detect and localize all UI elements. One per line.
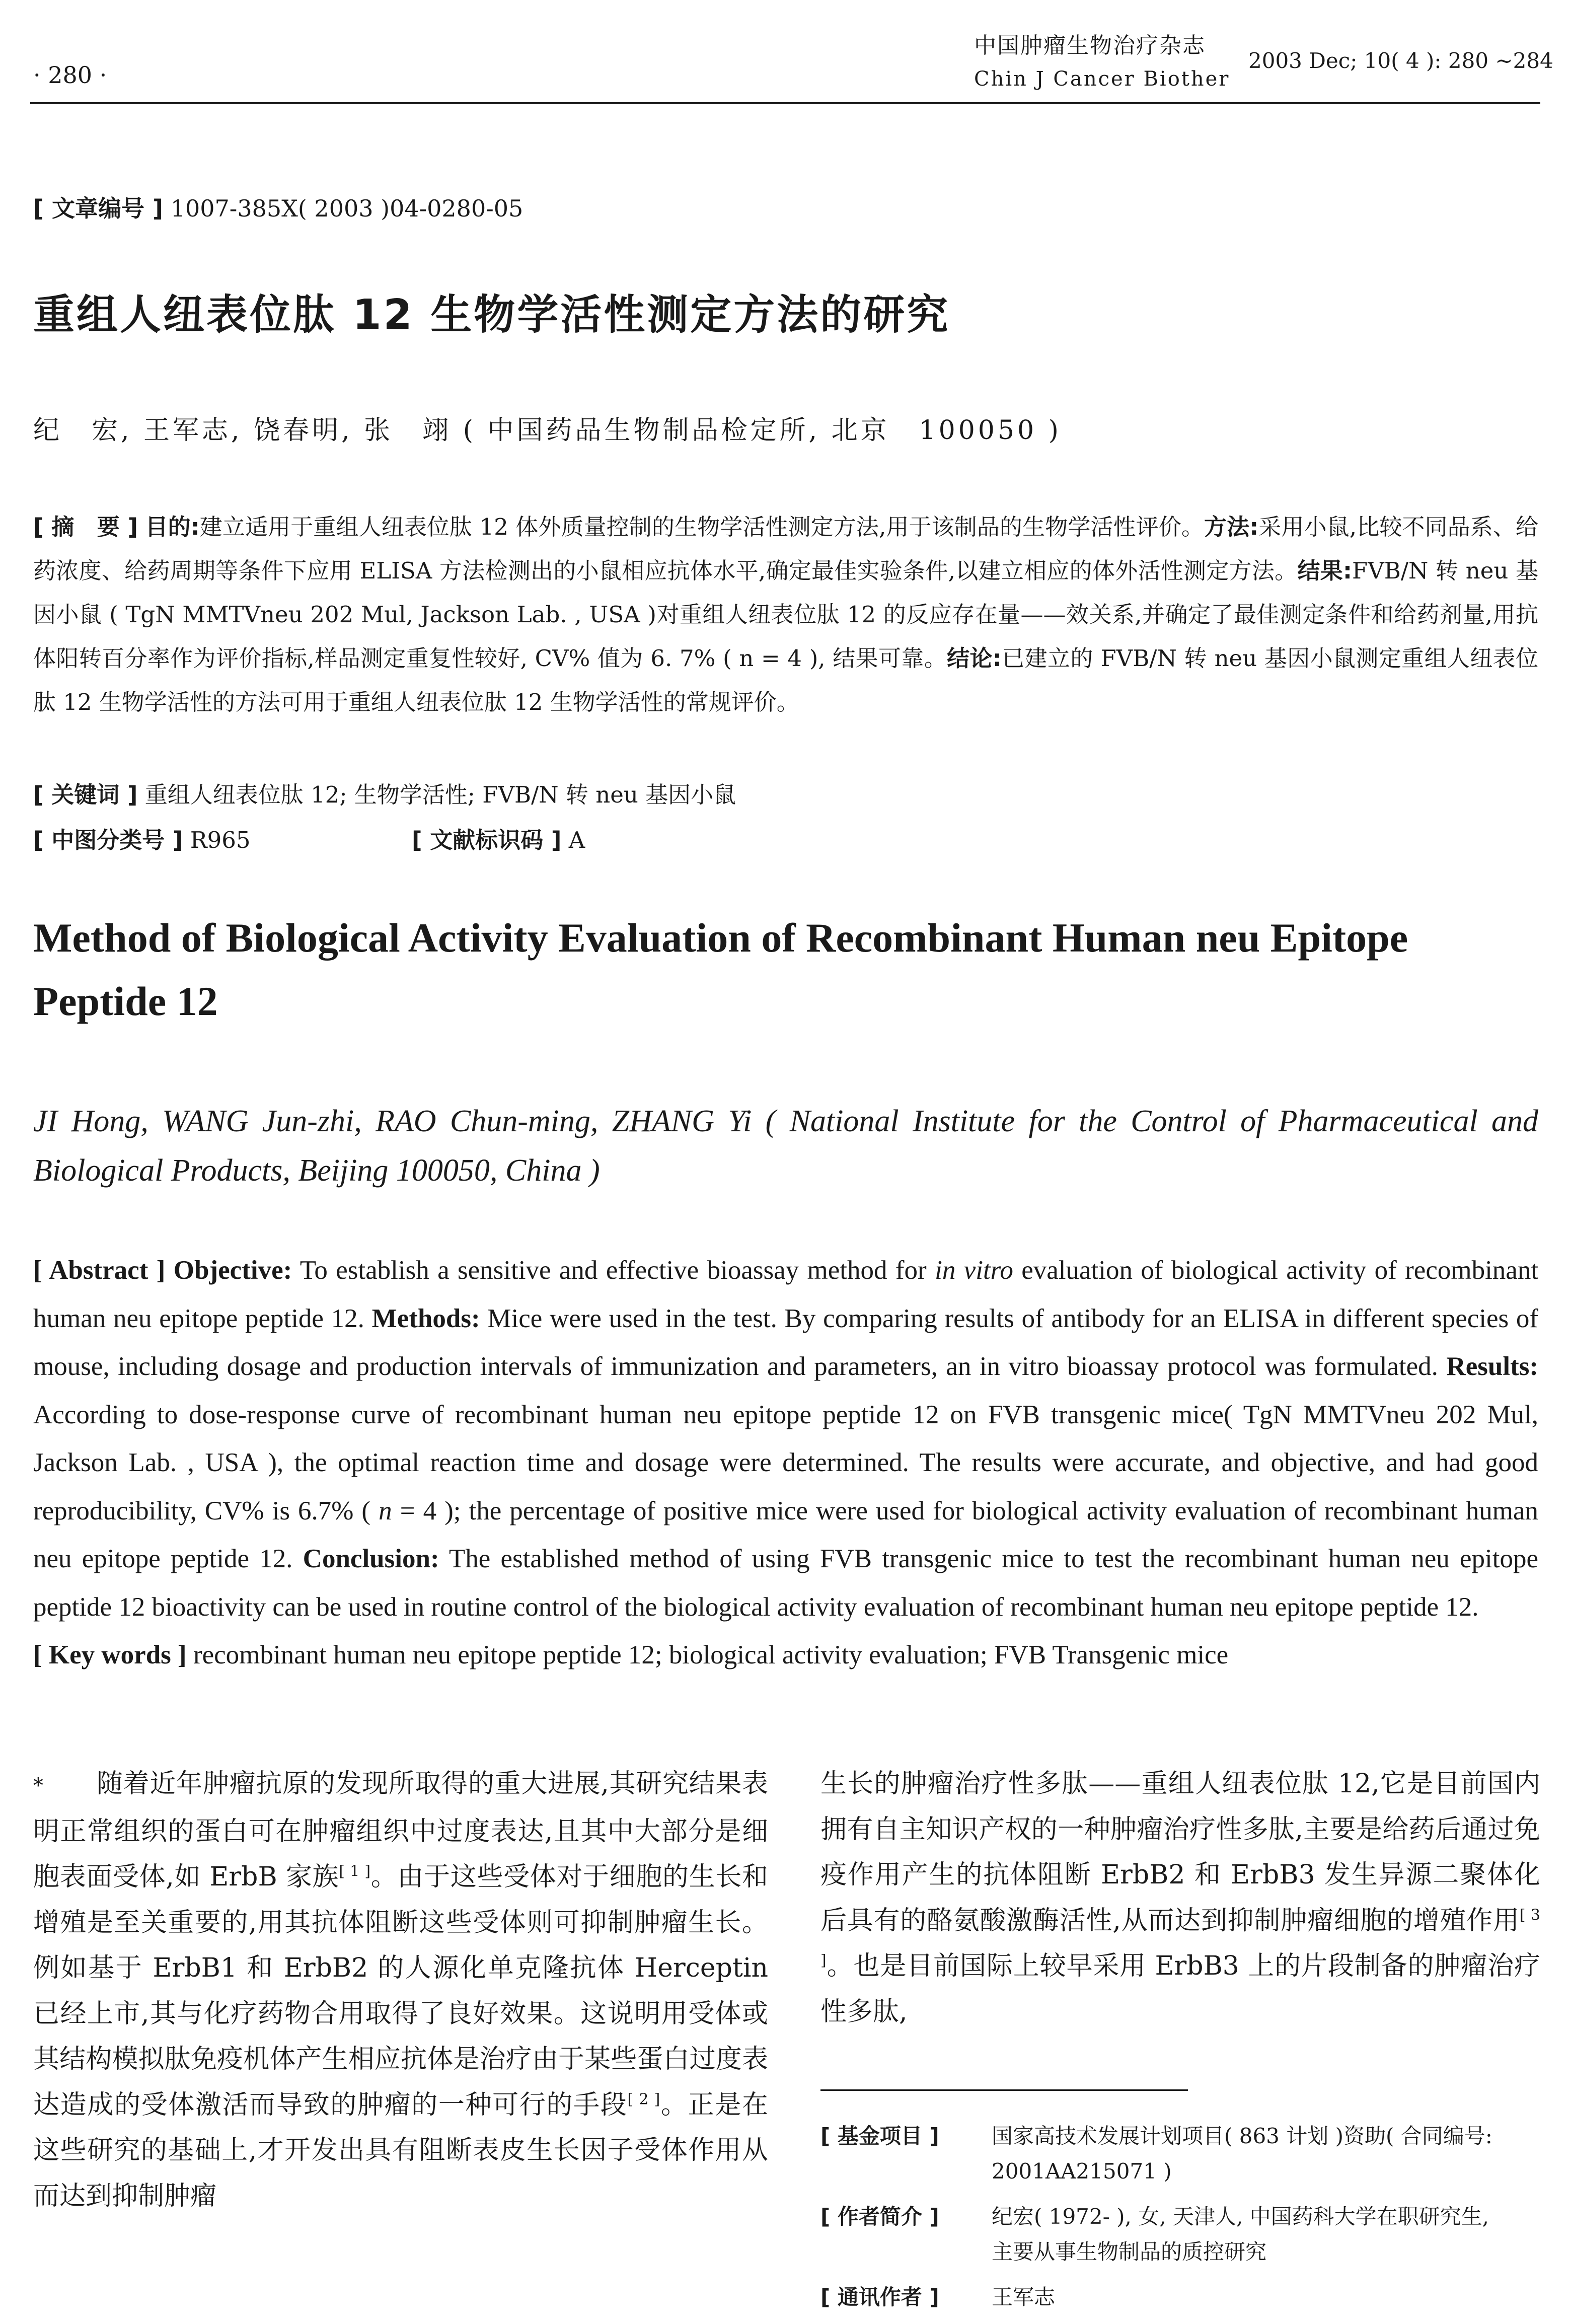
author-bio-label: [ 作者简介 ] bbox=[820, 2204, 939, 2229]
en-methods-text: Mice were used in the test. By comparing results of antibody for an ELISA in different species of mouse, including dosage and production intervals of immunization and parameters, an in vitro bioassay protocol was formulated. bbox=[33, 1303, 1538, 1381]
footnote-star: * bbox=[33, 1774, 43, 1797]
en-results-text-a: According to dose-response curve of recombinant human neu epitope peptide 12 on FVB transgenic mice( TgN MMTVneu 202 Mul, Jackson Lab. , USA ), the optimal reaction time and dosage were determined. The results were accurate, and objective, and had good reproducibility, CV% is 6.7% ( bbox=[33, 1400, 1538, 1526]
cn-abstract-label: [ 摘 要 ] bbox=[33, 514, 138, 540]
en-objective-text-b: evaluation of biological activity of recombinant human neu epitope peptide 12. bbox=[33, 1256, 1539, 1333]
cn-methods-label: 方法: bbox=[1204, 514, 1259, 540]
classification-number bbox=[33, 822, 251, 854]
corresponding-author-name: 王军志 bbox=[992, 2285, 1056, 2309]
article-number-value: 1007-385X( 2003 )04-0280-05 bbox=[170, 195, 523, 222]
body-right-text-a: 生长的肿瘤治疗性多肽——重组人纽表位肽 12,它是目前国内拥有自主知识产权的一种肿瘤治疗性多肽,主要是给药后通过免疫作用产生的抗体阻断 ErbB2 和 ErbB3 发生异源二聚体化后具有的酪氨酸激酶活性,从而达到抑制肿瘤细胞的增殖作用 bbox=[820, 1769, 1540, 1936]
body-left-text-b: 。由于这些受体对于细胞的生长和增殖是至关重要的,用其抗体阻断这些受体则可抑制肿瘤生长。例如基于 ErbB1 和 ErbB2 的人源化单克隆抗体 Herceptin 已经上市,其与化疗药物合用取得了良好效果。这说明用受体或其结构模拟肽免疫机体产生相应抗体是治疗由于某些蛋白过度表达造成的受体激活而导致的肿瘤的一种可行的手段 bbox=[33, 1862, 768, 2120]
page-number: · 280 · bbox=[33, 61, 107, 89]
article-number-label: [ 文章编号 ] bbox=[33, 195, 164, 222]
body-column-left bbox=[33, 1761, 768, 2219]
footnote-rule bbox=[820, 2089, 1188, 2091]
chinese-keywords bbox=[33, 776, 736, 809]
document-code-value: A bbox=[568, 827, 585, 853]
en-results-label: Results: bbox=[1446, 1352, 1538, 1381]
en-results-text-b: = 4 ); the percentage of positive mice were used for biological activity evaluation of recombinant human neu epitope peptide 12. bbox=[33, 1496, 1538, 1573]
en-objective-label: Objective: bbox=[173, 1256, 292, 1285]
chinese-authors: 纪 宏, 王军志, 饶春明, 张 翊 ( 中国药品生物制品检定所, 北京 100050 ) bbox=[33, 415, 1062, 446]
english-title: Method of Biological Activity Evaluation of Recombinant Human neu Epitope Peptide 12 bbox=[33, 915, 1408, 1024]
journal-name-cn: 中国肿瘤生物治疗杂志 bbox=[974, 33, 1206, 58]
article-number bbox=[33, 190, 523, 224]
english-abstract bbox=[33, 1247, 1538, 1680]
body-right-text-b: 。也是目前国际上较早采用 ErbB3 上的片段制备的肿瘤治疗性多肽, bbox=[820, 1951, 1540, 2027]
cn-keywords-value: 重组人纽表位肽 12; 生物学活性; FVB/N 转 neu 基因小鼠 bbox=[144, 781, 736, 808]
journal-issue: 2003 Dec; 10( 4 ): 280 ~284 bbox=[1248, 48, 1553, 73]
header-rule bbox=[30, 102, 1540, 104]
body-left-text-c: 。正是在这些研究的基础上,才开发出具有阻断表皮生长因子受体作用从而达到抑制肿瘤 bbox=[33, 2089, 768, 2211]
cn-results-text: FVB/N 转 neu 基因小鼠 ( TgN MMTVneu 202 Mul, Jackson Lab. , USA )对重组人纽表位肽 12 的反应存在量——效关系,并确定了最佳测定条件和给药剂量,用抗体阳转百分率作为评价指标,样品测定重复性较好, CV% 值为 6. 7% ( n = 4 ), 结果可靠。 bbox=[33, 557, 1538, 672]
cn-conclusion-text: 已建立的 FVB/N 转 neu 基因小鼠测定重组人纽表位肽 12 生物学活性的方法可用于重组人纽表位肽 12 生物学活性的常规评价。 bbox=[33, 645, 1539, 715]
reference-3[interactable]: [ 3 ] bbox=[820, 1906, 1541, 1970]
en-abstract-label: [ Abstract ] bbox=[33, 1256, 166, 1285]
en-keywords-value: recombinant human neu epitope peptide 12; biological activity evaluation; FVB Transgenic mice bbox=[193, 1640, 1229, 1669]
en-keywords-label: [ Key words ] bbox=[33, 1640, 187, 1669]
en-results-n: n bbox=[379, 1496, 392, 1526]
journal-name bbox=[974, 29, 1230, 96]
document-code-label: [ 文献标识码 ] bbox=[412, 827, 562, 853]
en-objective-text-a: To establish a sensitive and effective bioassay method for bbox=[300, 1256, 927, 1285]
en-conclusion-text: The established method of using FVB transgenic mice to test the recombinant human neu epitope peptide 12 bioactivity can be used in routine control of the biological activity evaluation of recombinant human neu epitope peptide 12. bbox=[33, 1544, 1538, 1622]
en-conclusion-label: Conclusion: bbox=[303, 1544, 439, 1573]
cn-results-label: 结果: bbox=[1297, 557, 1353, 584]
chinese-title: 重组人纽表位肽 12 生物学活性测定方法的研究 bbox=[33, 291, 950, 339]
english-authors: JI Hong, WANG Jun-zhi, RAO Chun-ming, ZHANG Yi ( National Institute for the Control of Pharmaceutical and Biological Products, Beijing 100050, China ) bbox=[33, 1104, 1538, 1188]
author-bio-text: 纪宏( 1972- ), 女, 天津人, 中国药科大学在职研究生, 主要从事生物制品的质控研究 bbox=[992, 2204, 1489, 2264]
cn-objective-label: 目的: bbox=[145, 514, 200, 540]
journal-name-en: Chin J Cancer Biother bbox=[974, 67, 1230, 91]
document-code bbox=[412, 822, 585, 854]
en-objective-italic: in vitro bbox=[935, 1256, 1013, 1285]
cn-keywords-label: [ 关键词 ] bbox=[33, 781, 138, 808]
reference-2[interactable]: [ 2 ] bbox=[627, 2090, 660, 2109]
en-methods-label: Methods: bbox=[371, 1303, 480, 1333]
fund-text: 国家高技术发展计划项目( 863 计划 )资助( 合同编号: 2001AA215071 ) bbox=[992, 2124, 1492, 2184]
reference-1[interactable]: [ 1 ] bbox=[339, 1862, 371, 1880]
body-column-right bbox=[820, 1761, 1540, 2035]
fund-label: [ 基金项目 ] bbox=[820, 2124, 939, 2148]
cn-objective-text: 建立适用于重组人纽表位肽 12 体外质量控制的生物学活性测定方法,用于该制品的生物学活性评价。 bbox=[199, 514, 1205, 540]
cn-methods-text: 采用小鼠,比较不同品系、给药浓度、给药周期等条件下应用 ELISA 方法检测出的小鼠相应抗体水平,确定最佳实验条件,以建立相应的体外活性测定方法。 bbox=[33, 514, 1539, 584]
classification-value: R965 bbox=[190, 827, 251, 853]
classification-label: [ 中图分类号 ] bbox=[33, 827, 183, 853]
body-left-text-a: 随着近年肿瘤抗原的发现所取得的重大进展,其研究结果表明正常组织的蛋白可在肿瘤组织中过度表达,且其中大部分是细胞表面受体,如 ErbB 家族 bbox=[33, 1769, 768, 1892]
corresponding-author-label: [ 通讯作者 ] bbox=[820, 2285, 939, 2309]
cn-conclusion-label: 结论: bbox=[947, 645, 1002, 672]
chinese-abstract bbox=[33, 505, 1538, 724]
